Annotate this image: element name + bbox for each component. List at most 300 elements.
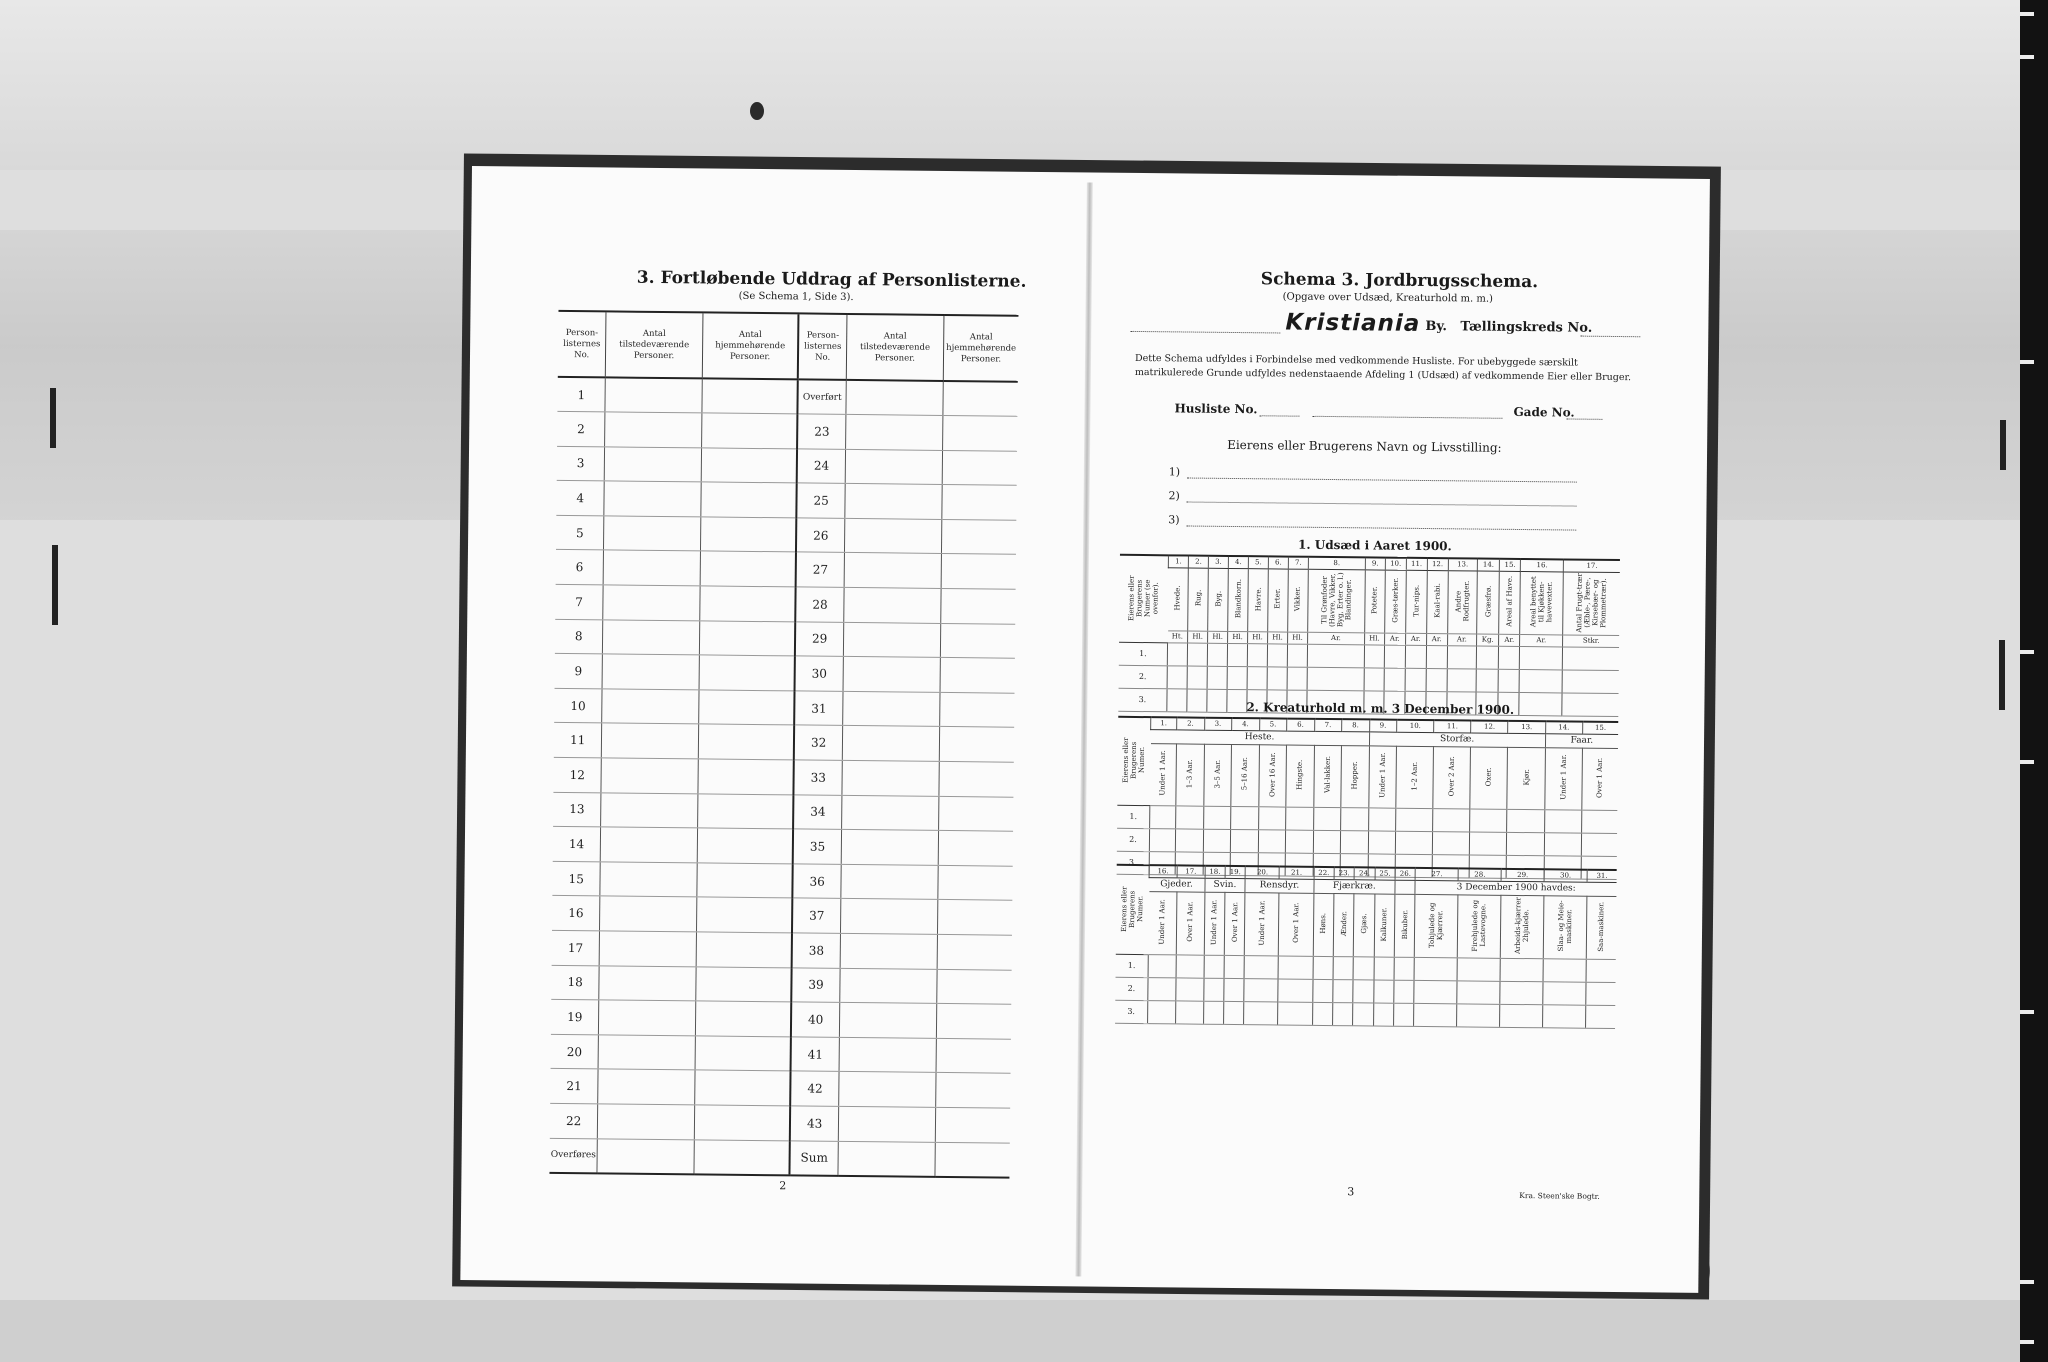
- empty-cell: [602, 689, 699, 725]
- section2-title: 2. Kreaturhold m. m. 3 December 1900.: [1246, 700, 1515, 717]
- empty-cell: [1447, 668, 1477, 691]
- empty-cell: [1207, 643, 1227, 666]
- empty-cell: [604, 481, 701, 517]
- unit-cell: Stkr.: [1563, 634, 1619, 647]
- empty-cell: [1258, 806, 1286, 829]
- empty-cell: [597, 1138, 694, 1174]
- empty-cell: [604, 516, 701, 552]
- empty-cell: [695, 966, 792, 1002]
- empty-cell: [1224, 978, 1245, 1001]
- column-header: [1394, 894, 1415, 957]
- empty-cell: [1544, 832, 1581, 855]
- empty-cell: [937, 969, 1012, 1004]
- column-header: [1258, 744, 1286, 806]
- column-header: [1384, 570, 1406, 633]
- empty-cell: [1203, 829, 1231, 852]
- column-number: 2.: [1188, 556, 1208, 568]
- empty-cell: [1563, 646, 1619, 670]
- header-person-no-2: Person-listernes No.: [798, 313, 847, 379]
- person-no-cell: 43: [790, 1106, 838, 1141]
- empty-cell: [1394, 957, 1415, 980]
- unit-cell: Ar.: [1426, 633, 1447, 645]
- column-header: [1582, 748, 1618, 810]
- column-header: [1148, 891, 1176, 954]
- column-number: 1.: [1168, 555, 1188, 567]
- person-no-cell: 2: [557, 412, 605, 447]
- empty-cell: [1384, 668, 1405, 691]
- empty-cell: [697, 794, 794, 830]
- person-no-cell: 20: [551, 1034, 599, 1069]
- row-header-text: Eierens eller Brugerens Numer.: [1120, 885, 1145, 932]
- empty-cell: [1187, 689, 1207, 712]
- column-number: 9.: [1369, 719, 1397, 731]
- group-header: Svin.: [1205, 878, 1246, 892]
- column-header-text: Val-lakker.: [1323, 756, 1332, 794]
- table-row: [553, 792, 1013, 831]
- column-number: 7.: [1288, 557, 1308, 569]
- empty-cell: [1247, 643, 1267, 666]
- column-header-text: 1–2 Aar.: [1410, 761, 1419, 791]
- column-header-text: Over 16 Aar.: [1268, 752, 1277, 797]
- column-header: [1341, 745, 1369, 807]
- unit-cell: Ar.: [1520, 634, 1563, 646]
- empty-cell: [1230, 829, 1258, 852]
- unit-cell: Ar.: [1307, 632, 1364, 645]
- column-header-text: Poteter.: [1370, 586, 1379, 614]
- empty-cell: [1176, 977, 1204, 1000]
- column-number: 12.: [1427, 558, 1448, 570]
- empty-cell: [1562, 692, 1618, 716]
- person-no-cell: Sum: [790, 1140, 838, 1175]
- column-number: 17.: [1177, 865, 1205, 877]
- empty-cell: [843, 657, 941, 693]
- empty-cell: [1368, 807, 1396, 830]
- empty-cell: [1313, 830, 1341, 853]
- column-number: 26.: [1395, 868, 1416, 880]
- row-label: 1.: [1117, 805, 1150, 828]
- person-no-cell: 40: [791, 1002, 839, 1037]
- instructions-line-2: matrikulerede Grunde udfyldes nedenstaaende Afdeling 1 (Udsæd) af vedkommende Eier eller Bruger.: [1134, 366, 1632, 384]
- column-number: 21.: [1280, 866, 1314, 878]
- column-number: 16.: [1521, 559, 1564, 571]
- table-row: [554, 723, 1014, 762]
- ink-smudge: [750, 102, 764, 120]
- column-header: [1543, 895, 1587, 958]
- column-number: 4.: [1228, 556, 1248, 568]
- right-page-number: 3: [1347, 1185, 1355, 1199]
- empty-cell: [1204, 955, 1225, 978]
- person-no-cell: 1: [557, 377, 605, 412]
- empty-cell: [1426, 645, 1447, 668]
- unit-cell: Ar.: [1384, 633, 1405, 645]
- column-header: [1477, 571, 1500, 634]
- column-header-text: 1–3 Aar.: [1185, 759, 1195, 788]
- column-header: [1176, 743, 1204, 805]
- empty-cell: [1543, 1004, 1586, 1027]
- empty-cell: [845, 484, 943, 520]
- column-header: [1586, 896, 1616, 959]
- empty-cell: [1586, 959, 1616, 982]
- empty-cell: [1286, 807, 1314, 830]
- person-no-cell: 5: [556, 515, 604, 550]
- instructions-line-1: Dette Schema udfyldes i Forbindelse med vedkommende Husliste. For ubebyggede særskilt: [1134, 352, 1578, 369]
- row-label: 3.: [1117, 851, 1150, 874]
- column-header: [1507, 747, 1545, 809]
- column-header: [1333, 893, 1354, 956]
- empty-cell: [700, 551, 797, 587]
- owner-line-1: 1): [1168, 465, 1181, 479]
- empty-cell: [846, 380, 944, 416]
- livestock-table: [1117, 716, 1619, 880]
- group-header: Fjærkræ.: [1313, 879, 1395, 894]
- column-number: 7.: [1314, 719, 1342, 731]
- empty-cell: [1476, 669, 1499, 692]
- column-header-text: 5–16 Aar.: [1240, 757, 1250, 791]
- person-no-cell: 8: [555, 619, 603, 654]
- column-header: [1248, 568, 1269, 631]
- person-no-cell: 41: [791, 1037, 839, 1072]
- table-row: [551, 1034, 1011, 1073]
- column-number: 5.: [1259, 718, 1287, 730]
- empty-cell: [1244, 1001, 1278, 1024]
- person-no-cell: 11: [554, 723, 602, 758]
- column-header: [1415, 894, 1459, 957]
- right-page-title: Schema 3. Jordbrugsschema.: [1260, 269, 1539, 293]
- empty-cell: [937, 934, 1012, 969]
- column-header-text: Under 1 Aar.: [1158, 899, 1167, 945]
- empty-cell: [935, 1142, 1010, 1177]
- empty-cell: [701, 482, 798, 518]
- column-header: [1168, 567, 1189, 630]
- column-header-text: Arbeids-kjærrer 2hjulede.: [1513, 897, 1531, 954]
- empty-cell: [840, 899, 938, 935]
- column-header-text: Bikuber.: [1400, 909, 1410, 940]
- empty-cell: [941, 588, 1016, 623]
- column-header: [1544, 747, 1582, 809]
- column-number: 28.: [1458, 868, 1501, 880]
- column-header-text: Under 1 Aar.: [1378, 752, 1387, 799]
- column-header-text: Erter.: [1273, 588, 1283, 610]
- empty-cell: [842, 691, 940, 727]
- table-row: [555, 619, 1015, 658]
- person-no-cell: 18: [551, 965, 599, 1000]
- empty-cell: [1544, 809, 1581, 832]
- column-number: 27.: [1416, 868, 1459, 880]
- column-header-row: [1116, 891, 1617, 959]
- column-header-text: Under 1 Aar.: [1210, 899, 1219, 946]
- empty-cell: [1267, 666, 1287, 689]
- empty-cell: [1373, 1002, 1394, 1025]
- empty-cell: [1519, 646, 1562, 669]
- empty-cell: [1247, 666, 1267, 689]
- empty-cell: [1507, 832, 1544, 855]
- empty-cell: [941, 554, 1016, 589]
- column-header-text: Areal benyttet til Kjøkken-havevexter.: [1529, 576, 1554, 628]
- column-number: 13.: [1448, 558, 1477, 570]
- column-number: 15.: [1582, 722, 1618, 734]
- table-row: [553, 827, 1013, 866]
- empty-cell: [1433, 831, 1470, 854]
- edge-mark: [50, 388, 56, 448]
- empty-cell: [1581, 833, 1617, 856]
- empty-cell: [839, 1003, 937, 1039]
- empty-cell: [698, 724, 795, 760]
- empty-cell: [845, 415, 943, 451]
- column-number: 9.: [1365, 557, 1385, 569]
- column-header-text: Over 2 Aar.: [1447, 756, 1457, 797]
- column-header-text: Over 1 Aar.: [1595, 757, 1605, 798]
- owner-line-2: 2): [1168, 489, 1180, 503]
- empty-cell: [699, 655, 796, 691]
- empty-cell: [1148, 977, 1176, 1000]
- column-header: [1288, 569, 1309, 632]
- row-label: 3.: [1118, 688, 1167, 712]
- empty-cell: [603, 585, 700, 621]
- left-page-title: 3. Fortløbende Uddrag af Personlisterne.: [636, 267, 1027, 292]
- table-row: [557, 446, 1017, 485]
- person-no-cell: 31: [795, 691, 843, 726]
- person-no-cell: 16: [552, 896, 600, 931]
- empty-cell: [1313, 807, 1341, 830]
- empty-cell: [601, 793, 698, 829]
- table-row: [556, 550, 1016, 589]
- column-header-text: Tohjulede og Kjærrer.: [1428, 901, 1445, 948]
- column-header: [1176, 891, 1204, 954]
- empty-cell: [1585, 1005, 1615, 1028]
- column-header-text: Firehjulede og Lastevogne.: [1471, 899, 1488, 951]
- unit-cell: Ar.: [1405, 633, 1426, 645]
- column-number: 13.: [1508, 721, 1545, 733]
- column-header-text: Kjør.: [1522, 768, 1531, 786]
- empty-cell: [935, 1107, 1010, 1142]
- column-number: 30.: [1544, 869, 1587, 881]
- column-number: 8.: [1308, 557, 1365, 570]
- row-label: 1.: [1116, 954, 1149, 977]
- person-no-cell: 14: [553, 827, 601, 862]
- column-number: 19.: [1225, 866, 1246, 878]
- column-header-text: Under 1 Aar.: [1158, 750, 1168, 796]
- empty-cell: [838, 1106, 936, 1142]
- column-header-text: Hopper.: [1350, 761, 1360, 790]
- empty-cell: [602, 723, 699, 759]
- empty-cell: [1470, 831, 1507, 854]
- column-header: [1365, 569, 1386, 632]
- empty-cell: [1447, 645, 1477, 668]
- district-label: Tællingskreds No.: [1460, 319, 1593, 336]
- column-header: [1520, 571, 1564, 634]
- person-no-cell: 7: [555, 584, 603, 619]
- empty-cell: [1414, 980, 1457, 1003]
- person-no-cell: 25: [797, 483, 845, 518]
- census-form-spread: [460, 166, 1710, 1293]
- person-no-cell: 6: [556, 550, 604, 585]
- empty-cell: [936, 1004, 1011, 1039]
- column-number: 14.: [1545, 721, 1582, 733]
- empty-cell: [842, 760, 940, 796]
- column-header-text: Græs-tørker.: [1391, 577, 1400, 623]
- empty-cell: [601, 758, 698, 794]
- unit-cell: Ar.: [1499, 634, 1520, 646]
- gade-label: Gade No.: [1513, 404, 1575, 420]
- column-header-text: Under 1 Aar.: [1257, 900, 1267, 946]
- column-header-text: Oxer.: [1484, 767, 1494, 787]
- person-no-cell: 28: [796, 587, 844, 622]
- column-header-text: Saa-maskiner.: [1597, 901, 1606, 952]
- empty-cell: [1500, 981, 1543, 1004]
- column-header: [1405, 570, 1427, 633]
- column-header-text: 3–5 Aar.: [1213, 759, 1222, 789]
- person-no-cell: 21: [550, 1069, 598, 1104]
- empty-cell: [840, 933, 938, 969]
- header-resident-2: Antal hjemmehørende Personer.: [943, 315, 1018, 382]
- column-header-text: Hvede.: [1173, 585, 1182, 611]
- column-header: [1203, 744, 1231, 806]
- empty-cell: [694, 1139, 791, 1175]
- empty-cell: [842, 726, 940, 762]
- group-header: Gjeder.: [1149, 877, 1205, 892]
- husliste-label: Husliste No.: [1174, 401, 1258, 417]
- column-number: 11.: [1434, 720, 1471, 732]
- column-header: [1150, 743, 1177, 805]
- empty-cell: [1333, 956, 1354, 979]
- empty-cell: [1187, 643, 1207, 666]
- column-header-text: Ænder.: [1339, 911, 1348, 937]
- empty-cell: [1313, 956, 1334, 979]
- empty-cell: [1307, 644, 1364, 668]
- person-no-cell: 30: [795, 656, 843, 691]
- empty-cell: [1519, 669, 1562, 692]
- column-header-text: Vikker.: [1293, 586, 1303, 612]
- column-header: [1204, 892, 1225, 955]
- column-header-text: Havre.: [1253, 586, 1263, 611]
- column-header-row: [1119, 567, 1620, 635]
- empty-cell: [1457, 980, 1500, 1003]
- column-header-text: Kaal-rabi.: [1432, 583, 1442, 618]
- column-header: [1374, 893, 1395, 956]
- city-handwritten: Kristiania: [1285, 309, 1421, 337]
- empty-cell: [1278, 1001, 1312, 1024]
- empty-cell: [1498, 669, 1519, 692]
- empty-cell: [838, 1141, 936, 1177]
- row-header: [1119, 555, 1168, 643]
- table-row: [557, 412, 1017, 451]
- left-page-subtitle: (Se Schema 1, Side 3).: [738, 290, 854, 304]
- column-header-text: Over 1 Aar.: [1230, 902, 1239, 943]
- column-header-text: Til Grønfoder (Havre, Vikker, Byg, Erter o. l.) Blandinger.: [1320, 572, 1353, 628]
- column-header: [1313, 745, 1341, 807]
- empty-cell: [943, 416, 1018, 451]
- table-row: [554, 688, 1014, 727]
- empty-cell: [1244, 978, 1278, 1001]
- column-header: [1308, 569, 1366, 633]
- empty-cell: [841, 830, 939, 866]
- empty-cell: [1457, 957, 1500, 980]
- person-no-cell: 34: [794, 795, 842, 830]
- empty-cell: [1499, 646, 1520, 669]
- empty-cell: [1340, 830, 1368, 853]
- group-header: [1395, 880, 1416, 894]
- column-number: 10.: [1385, 558, 1406, 570]
- empty-cell: [1278, 955, 1312, 978]
- header-resident: Antal hjemmehørende Personer.: [702, 312, 799, 379]
- person-no-cell: 35: [793, 829, 841, 864]
- person-no-cell: 4: [556, 481, 604, 516]
- empty-cell: [1285, 830, 1313, 853]
- empty-cell: [1203, 978, 1224, 1001]
- empty-cell: [700, 517, 797, 553]
- empty-cell: [696, 897, 793, 933]
- left-page-number: 2: [779, 1179, 787, 1193]
- empty-cell: [841, 795, 939, 831]
- printer-credit: Kra. Steen'ske Bogtr.: [1519, 1191, 1600, 1201]
- empty-cell: [845, 449, 943, 485]
- empty-cell: [938, 865, 1013, 900]
- empty-cell: [1519, 692, 1562, 715]
- empty-cell: [600, 862, 697, 898]
- column-header-text: Hingste.: [1295, 759, 1305, 790]
- empty-cell: [1405, 668, 1426, 691]
- empty-cell: [938, 831, 1013, 866]
- column-header: [1279, 892, 1314, 955]
- column-header: [1470, 746, 1508, 808]
- empty-cell: [1562, 669, 1618, 693]
- owner-heading: Eierens eller Brugerens Navn og Livsstilling:: [1227, 437, 1502, 455]
- empty-cell: [1414, 957, 1457, 980]
- empty-cell: [1307, 667, 1364, 691]
- column-header-text: Blandkorn.: [1233, 578, 1243, 619]
- seed-table: [1118, 554, 1620, 717]
- empty-cell: [939, 761, 1014, 796]
- empty-cell: [695, 1036, 792, 1072]
- column-number: 29.: [1501, 869, 1544, 881]
- empty-cell: [1543, 981, 1586, 1004]
- empty-cell: [1353, 956, 1374, 979]
- column-number: 22.: [1314, 867, 1335, 879]
- table-row: [551, 1000, 1011, 1039]
- column-number: 14.: [1477, 559, 1499, 571]
- empty-cell: [940, 692, 1015, 727]
- empty-cell: [1333, 979, 1354, 1002]
- column-header: [1224, 892, 1245, 955]
- empty-cell: [1224, 955, 1245, 978]
- column-header-text: Tur-nips.: [1412, 584, 1421, 617]
- person-no-cell: Overføres: [549, 1138, 597, 1173]
- section1-title: 1. Udsæd i Aaret 1900.: [1298, 537, 1452, 554]
- empty-cell: [1267, 643, 1287, 666]
- column-header-text: Høns.: [1319, 913, 1328, 934]
- empty-cell: [1287, 644, 1307, 667]
- person-no-cell: 39: [792, 967, 840, 1002]
- empty-cell: [603, 620, 700, 656]
- row-label: 2.: [1119, 665, 1168, 689]
- empty-cell: [839, 1037, 937, 1073]
- table-row: [555, 654, 1015, 693]
- empty-cell: [1543, 958, 1586, 981]
- row-label: 2.: [1117, 828, 1150, 851]
- group-header: Faar.: [1545, 733, 1618, 748]
- column-number: 1.: [1151, 717, 1177, 729]
- owner-line-3: 3): [1168, 513, 1180, 527]
- empty-cell: [1384, 645, 1405, 668]
- empty-cell: [602, 654, 699, 690]
- column-header-text: Andre Rodfrugter.: [1454, 580, 1471, 622]
- empty-cell: [600, 896, 697, 932]
- unit-cell: Hl.: [1248, 631, 1268, 643]
- column-header-text: Slaa- og Meie-maskiner.: [1556, 900, 1574, 952]
- empty-cell: [598, 1035, 695, 1071]
- empty-cell: [1150, 805, 1176, 828]
- empty-cell: [941, 519, 1016, 554]
